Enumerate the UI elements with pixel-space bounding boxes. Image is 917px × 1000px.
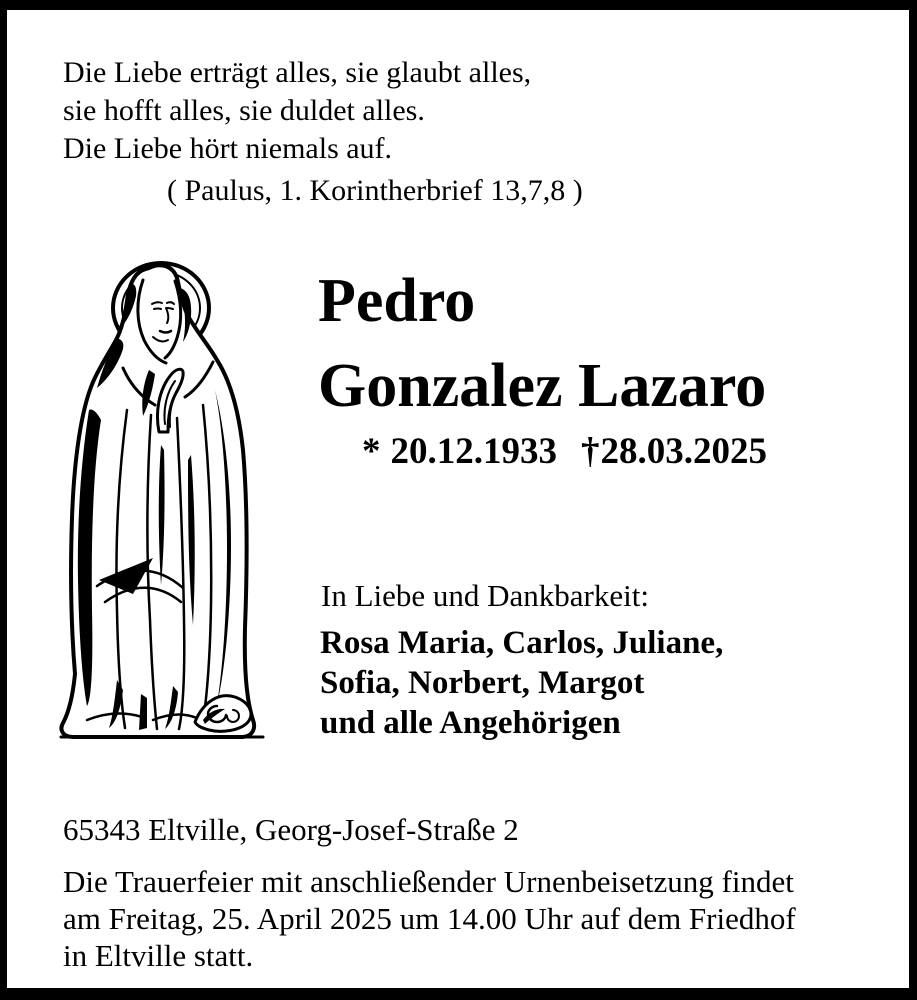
funeral-notice	[63, 863, 796, 974]
mourners-line: Sofia, Norbert, Margot	[320, 665, 645, 701]
virgin-mary-illustration	[57, 250, 292, 745]
birth-date-group	[362, 430, 557, 473]
mourners-line: und alle Angehörigen	[320, 705, 621, 741]
quote-attribution: ( Paulus, 1. Korintherbrief 13,7,8 )	[167, 174, 583, 207]
life-dates	[362, 430, 767, 473]
mourners-names	[320, 623, 723, 743]
quote-line: Die Liebe hört niemals auf.	[63, 132, 393, 165]
funeral-notice-line: am Freitag, 25. April 2025 um 14.00 Uhr auf dem Friedhof	[63, 901, 796, 936]
death-date-group	[581, 430, 767, 473]
quote-line: sie hofft alles, sie duldet alles.	[63, 94, 425, 127]
death-date: 28.03.2025	[600, 431, 767, 472]
birth-date: 20.12.1933	[390, 431, 557, 472]
virgin-mary-icon	[57, 250, 292, 745]
quote-line: Die Liebe erträgt alles, sie glaubt alles,	[63, 56, 532, 89]
deceased-first-name: Pedro	[318, 267, 476, 335]
address-line: 65343 Eltville, Georg-Josef-Straße 2	[63, 812, 519, 847]
funeral-notice-line: in Eltville statt.	[63, 938, 254, 973]
mourners-intro: In Liebe und Dankbarkeit:	[321, 578, 649, 613]
death-symbol: †	[581, 431, 600, 472]
deceased-name	[318, 259, 766, 429]
scripture-quote	[63, 54, 583, 210]
obituary-card	[7, 10, 909, 988]
mourners-line: Rosa Maria, Carlos, Juliane,	[320, 625, 724, 661]
deceased-last-name: Gonzalez Lazaro	[318, 352, 767, 420]
birth-symbol: *	[362, 431, 381, 472]
funeral-notice-line: Die Trauerfeier mit anschließender Urnenbeisetzung findet	[63, 864, 794, 899]
